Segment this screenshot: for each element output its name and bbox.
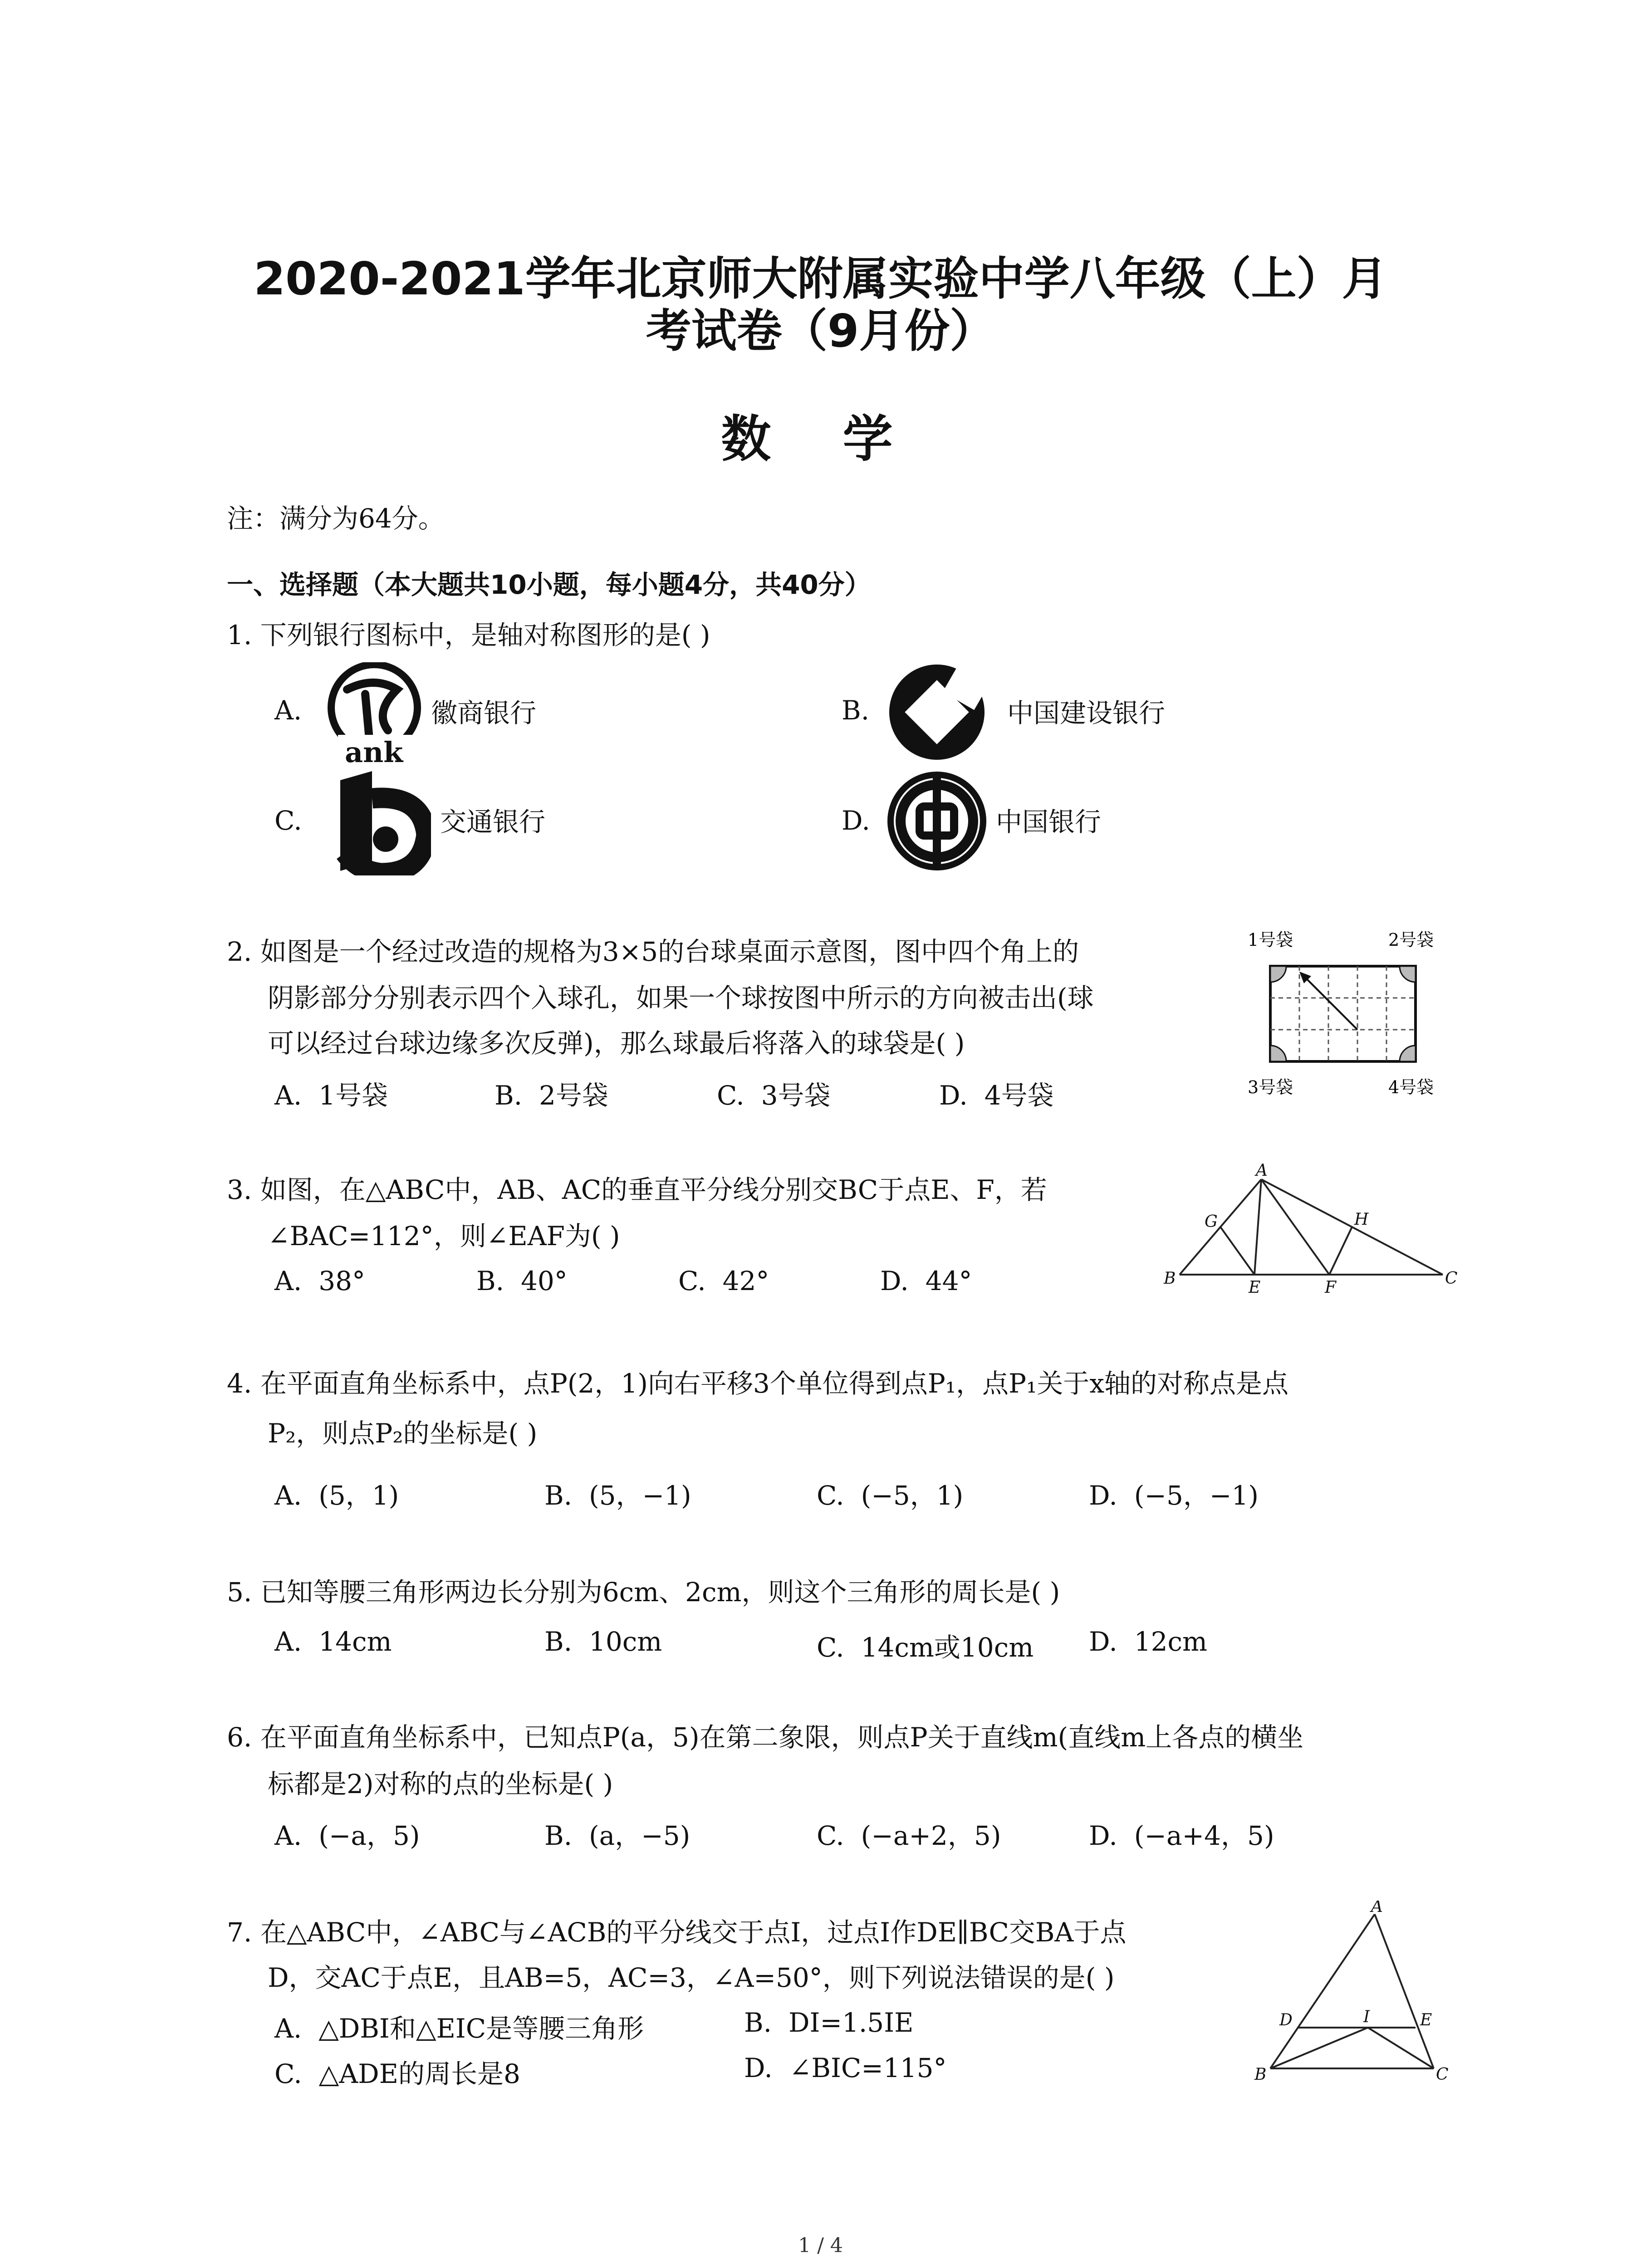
bocom-logo-icon <box>331 771 431 875</box>
q6-stem-line2: 标都是2)对称的点的坐标是( ) <box>268 1769 613 1799</box>
q7-option-d: D. ∠BIC=115° <box>744 2053 947 2083</box>
exam-title-line2: 考试卷（9月份） <box>646 304 995 357</box>
q2-stem-line2: 阴影部分分别表示四个入球孔，如果一个球按图中所示的方向被击出(球 <box>268 982 1094 1013</box>
q5-stem: 5. 已知等腰三角形两边长分别为6cm、2cm，则这个三角形的周长是( ) <box>227 1577 1060 1608</box>
billiard-table-figure <box>1239 925 1456 1098</box>
triangle-abc-figure-q7 <box>1252 1901 1456 2091</box>
label-e: E <box>1249 1278 1261 1297</box>
boc-logo-icon <box>887 771 987 871</box>
q4-option-c: C. (−5，1) <box>817 1480 964 1511</box>
q2-stem-line1: 2. 如图是一个经过改造的规格为3×5的台球桌面示意图，图中四个角上的 <box>227 936 1079 967</box>
label-a: A <box>1256 1161 1268 1180</box>
exam-title-line1: 2020-2021学年北京师大附属实验中学八年级（上）月 <box>254 252 1387 305</box>
q1-option-a-key: A. <box>274 695 302 726</box>
q3-option-a: A. 38° <box>274 1266 366 1296</box>
q1-option-a-text: 徽商银行 <box>431 698 537 728</box>
page-number: 1 / 4 <box>798 2234 843 2257</box>
q1-option-d-key: D. <box>842 805 870 836</box>
q6-option-d: D. (−a+4，5) <box>1089 1820 1274 1851</box>
q7-option-b: B. DI=1.5IE <box>744 2007 914 2038</box>
subject-title: 数 学 <box>721 410 920 468</box>
q1-option-c-key: C. <box>274 805 302 836</box>
q7-stem-line2: D，交AC于点E，且AB=5，AC=3，∠A=50°，则下列说法错误的是( ) <box>268 1962 1115 1993</box>
q7-option-a: A. △DBI和△EIC是等腰三角形 <box>274 2013 644 2044</box>
label-c: C <box>1436 2065 1449 2084</box>
q5-option-b: B. 10cm <box>544 1626 662 1657</box>
q5-option-c: C. 14cm或10cm <box>817 1632 1034 1663</box>
label-d: D <box>1279 2011 1293 2029</box>
q3-option-d: D. 44° <box>880 1266 972 1296</box>
q2-option-d: D. 4号袋 <box>939 1080 1054 1111</box>
label-e: E <box>1420 2011 1432 2029</box>
q5-option-a: A. 14cm <box>274 1626 392 1657</box>
pocket-label-3: 3号袋 <box>1248 1077 1293 1097</box>
label-h: H <box>1354 1210 1369 1229</box>
q1-option-d-text: 中国银行 <box>996 807 1102 837</box>
q7-stem-line1: 7. 在△ABC中，∠ABC与∠ACB的平分线交于点I，过点I作DE∥BC交BA于点 <box>227 1917 1127 1948</box>
pocket-label-4: 4号袋 <box>1388 1077 1434 1097</box>
label-a: A <box>1371 1901 1383 1916</box>
label-b: B <box>1254 2065 1267 2084</box>
pocket-label-1: 1号袋 <box>1248 930 1293 950</box>
q2-option-a: A. 1号袋 <box>274 1080 388 1111</box>
q6-option-c: C. (−a+2，5) <box>817 1820 1001 1851</box>
label-g: G <box>1205 1212 1218 1231</box>
q4-stem-line1: 4. 在平面直角坐标系中，点P(2，1)向右平移3个单位得到点P₁，点P₁关于x轴的对称点是点 <box>227 1368 1289 1399</box>
q4-stem-line2: P₂，则点P₂的坐标是( ) <box>268 1418 538 1449</box>
huishang-logo-text: ank <box>345 736 403 769</box>
q3-option-b: B. 40° <box>476 1266 568 1296</box>
q7-option-c: C. △ADE的周长是8 <box>274 2058 520 2089</box>
q3-option-c: C. 42° <box>678 1266 769 1296</box>
q4-option-a: A. (5，1) <box>274 1480 399 1511</box>
q6-option-a: A. (−a，5) <box>274 1820 420 1851</box>
label-f: F <box>1325 1278 1336 1297</box>
q3-stem-line2: ∠BAC=112°，则∠EAF为( ) <box>268 1221 620 1251</box>
q5-option-d: D. 12cm <box>1089 1626 1208 1657</box>
label-c: C <box>1445 1269 1458 1288</box>
ccb-logo-icon <box>887 662 987 762</box>
q4-option-b: B. (5，−1) <box>544 1480 691 1511</box>
triangle-abc-figure-q3 <box>1161 1161 1461 1297</box>
section-title: 一、选择题（本大题共10小题，每小题4分，共40分） <box>227 569 871 600</box>
q2-option-c: C. 3号袋 <box>717 1080 831 1111</box>
q4-option-d: D. (−5，−1) <box>1089 1480 1259 1511</box>
q3-stem-line1: 3. 如图，在△ABC中，AB、AC的垂直平分线分别交BC于点E、F，若 <box>227 1174 1047 1205</box>
label-i: I <box>1363 2008 1370 2026</box>
q2-stem-line3: 可以经过台球边缘多次反弹)，那么球最后将落入的球袋是( ) <box>268 1028 965 1059</box>
score-note: 注：满分为64分。 <box>227 503 445 534</box>
q6-option-b: B. (a，−5) <box>544 1820 691 1851</box>
q1-option-c-text: 交通银行 <box>440 807 546 837</box>
label-b: B <box>1164 1269 1176 1288</box>
huishang-bank-logo-icon <box>320 662 429 771</box>
pocket-label-2: 2号袋 <box>1388 930 1434 950</box>
q2-option-b: B. 2号袋 <box>495 1080 608 1111</box>
q1-stem: 1. 下列银行图标中，是轴对称图形的是( ) <box>227 620 710 650</box>
q1-option-b-key: B. <box>842 695 870 726</box>
q6-stem-line1: 6. 在平面直角坐标系中，已知点P(a，5)在第二象限，则点P关于直线m(直线m上各点的横坐 <box>227 1722 1304 1753</box>
q1-option-b-text: 中国建设银行 <box>1007 698 1166 728</box>
